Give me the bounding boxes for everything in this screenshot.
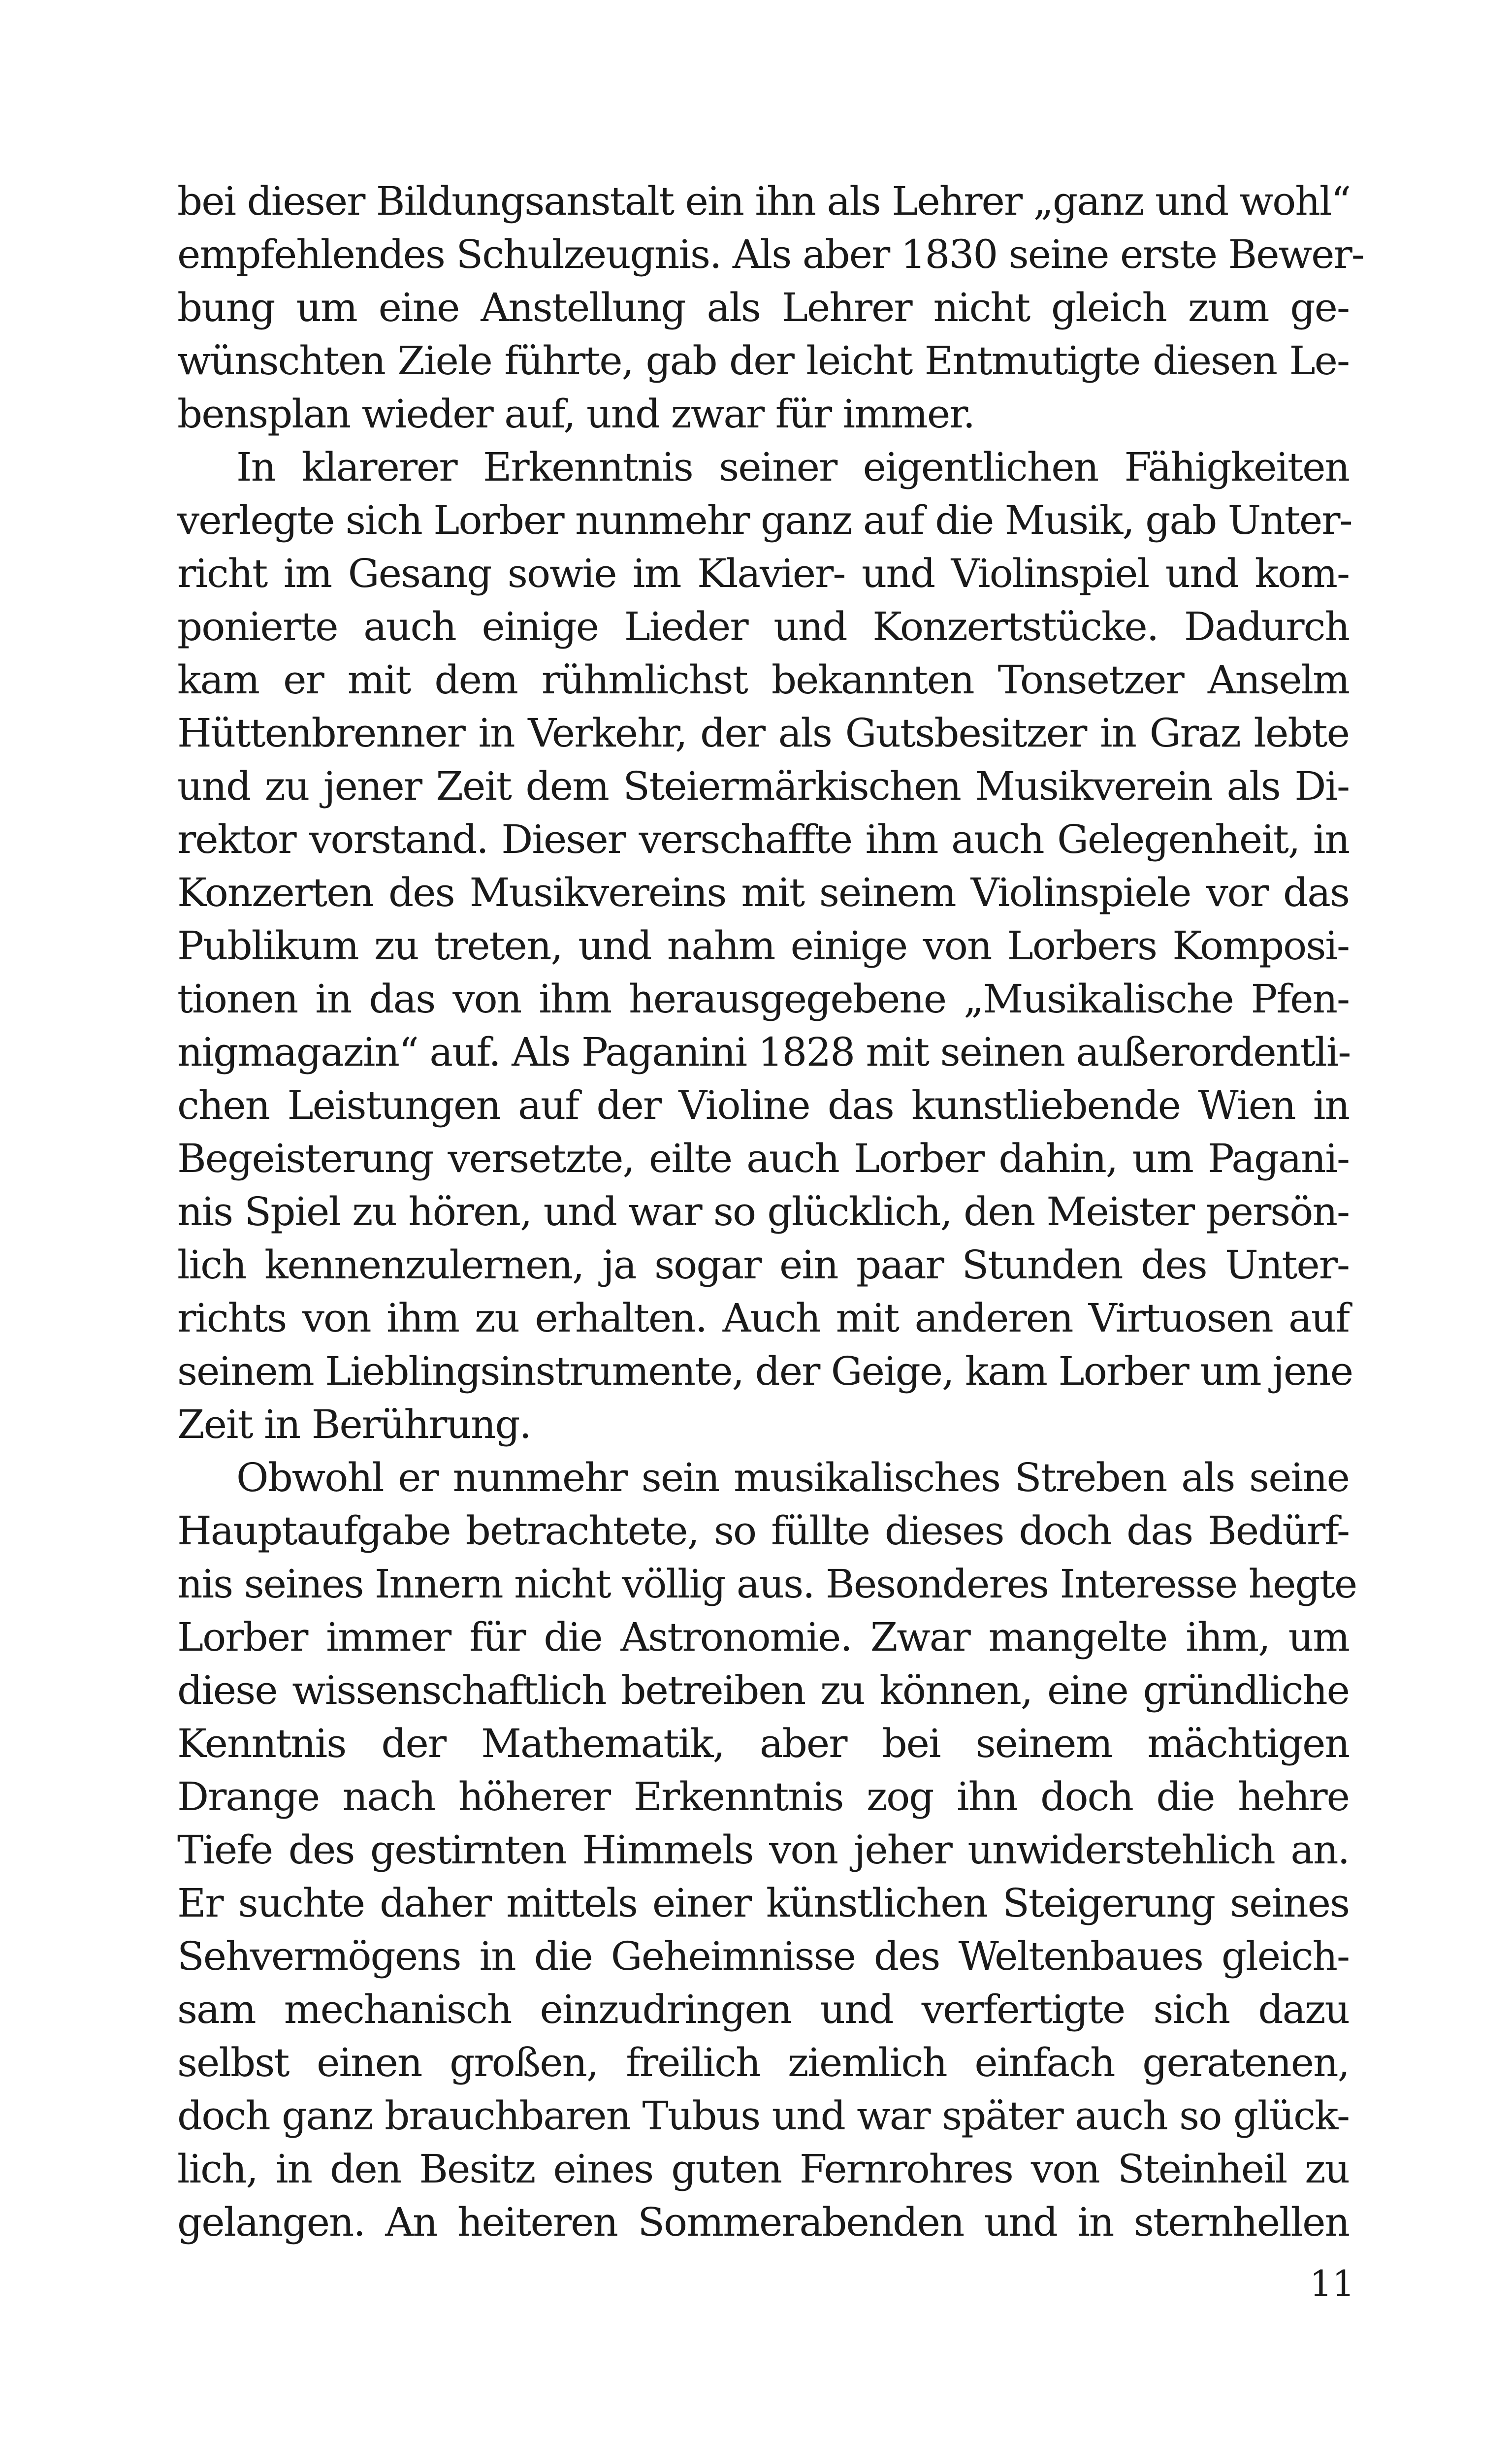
text-line: diese wissenschaftlich betreiben zu können, eine gründliche	[177, 1667, 1349, 1713]
text-line: verlegte sich Lorber nunmehr ganz auf die Musik, gab Unter-	[177, 497, 1352, 543]
text-line: Begeisterung versetzte, eilte auch Lorber dahin, um Pagani-	[177, 1136, 1349, 1181]
text-line: doch ganz brauchbaren Tubus und war später auch so glück-	[177, 2093, 1349, 2139]
text-line: empfehlendes Schulzeugnis. Als aber 1830 seine erste Bewer-	[177, 231, 1364, 277]
text-line: selbst einen großen, freilich ziemlich einfach geratenen,	[177, 2040, 1349, 2085]
page-number: 11	[1310, 2263, 1355, 2304]
text-line: Hauptaufgabe betrachtete, so füllte dieses doch das Bedürf-	[177, 1508, 1349, 1554]
text-line: Lorber immer für die Astronomie. Zwar mangelte ihm, um	[177, 1614, 1349, 1660]
body-text	[177, 175, 1364, 2249]
text-line: Hüttenbrenner in Verkehr, der als Gutsbesitzer in Graz lebte	[177, 710, 1349, 756]
text-line: Sehvermögens in die Geheimnisse des Weltenbaues gleich-	[177, 1933, 1349, 1979]
text-line: Publikum zu treten, und nahm einige von Lorbers Komposi-	[177, 923, 1349, 969]
text-line: bung um eine Anstellung als Lehrer nicht gleich zum ge-	[177, 285, 1349, 330]
text-line: tionen in das von ihm herausgegebene „Musikalische Pfen-	[177, 976, 1349, 1022]
text-line: Er suchte daher mittels einer künstlichen Steigerung seines	[177, 1880, 1349, 1926]
text-line: chen Leistungen auf der Violine das kunstliebende Wien in	[177, 1082, 1349, 1128]
text-line: Zeit in Berührung.	[177, 1401, 531, 1447]
text-line: Tiefe des gestirnten Himmels von jeher unwiderstehlich an.	[177, 1827, 1349, 1873]
text-line: nis seines Innern nicht völlig aus. Besonderes Interesse hegte	[177, 1561, 1357, 1607]
text-line: kam er mit dem rühmlichst bekannten Tonsetzer Anselm	[177, 657, 1349, 703]
text-line: lich, in den Besitz eines guten Fernrohres von Steinheil zu	[177, 2146, 1349, 2192]
text-line: lich kennenzulernen, ja sogar ein paar Stunden des Unter-	[177, 1242, 1349, 1288]
paragraph-first-line: In klarerer Erkenntnis seiner eigentlichen Fähigkeiten	[236, 444, 1349, 490]
text-line: bensplan wieder auf, und zwar für immer.	[177, 391, 975, 437]
text-line: nis Spiel zu hören, und war so glücklich, den Meister persön-	[177, 1189, 1349, 1235]
text-line: nigmagazin“ auf. Als Paganini 1828 mit seinen außerordentli-	[177, 1029, 1351, 1075]
text-line: sam mechanisch einzudringen und verfertigte sich dazu	[177, 1987, 1349, 2032]
text-line: wünschten Ziele führte, gab der leicht Entmutigte diesen Le-	[177, 338, 1349, 384]
text-line: bei dieser Bildungsanstalt ein ihn als Lehrer „ganz und wohl“	[177, 178, 1351, 224]
text-line: richt im Gesang sowie im Klavier- und Violinspiel und kom-	[177, 551, 1349, 596]
text-line: gelangen. An heiteren Sommerabenden und in sternhellen	[177, 2199, 1349, 2245]
text-line: Drange nach höherer Erkenntnis zog ihn doch die hehre	[177, 1774, 1349, 1820]
text-line: rektor vorstand. Dieser verschaffte ihm auch Gelegenheit, in	[177, 816, 1349, 862]
text-line: und zu jener Zeit dem Steiermärkischen Musikverein als Di-	[177, 763, 1349, 809]
text-line: Kenntnis der Mathematik, aber bei seinem mächtigen	[177, 1721, 1349, 1766]
text-line: seinem Lieblingsinstrumente, der Geige, kam Lorber um jene	[177, 1348, 1353, 1394]
paragraph-first-line: Obwohl er nunmehr sein musikalisches Streben als seine	[236, 1455, 1349, 1500]
text-line: Konzerten des Musikvereins mit seinem Violinspiele vor das	[177, 870, 1349, 915]
text-line: richts von ihm zu erhalten. Auch mit anderen Virtuosen auf	[177, 1295, 1349, 1341]
text-line: ponierte auch einige Lieder und Konzertstücke. Dadurch	[177, 604, 1349, 650]
